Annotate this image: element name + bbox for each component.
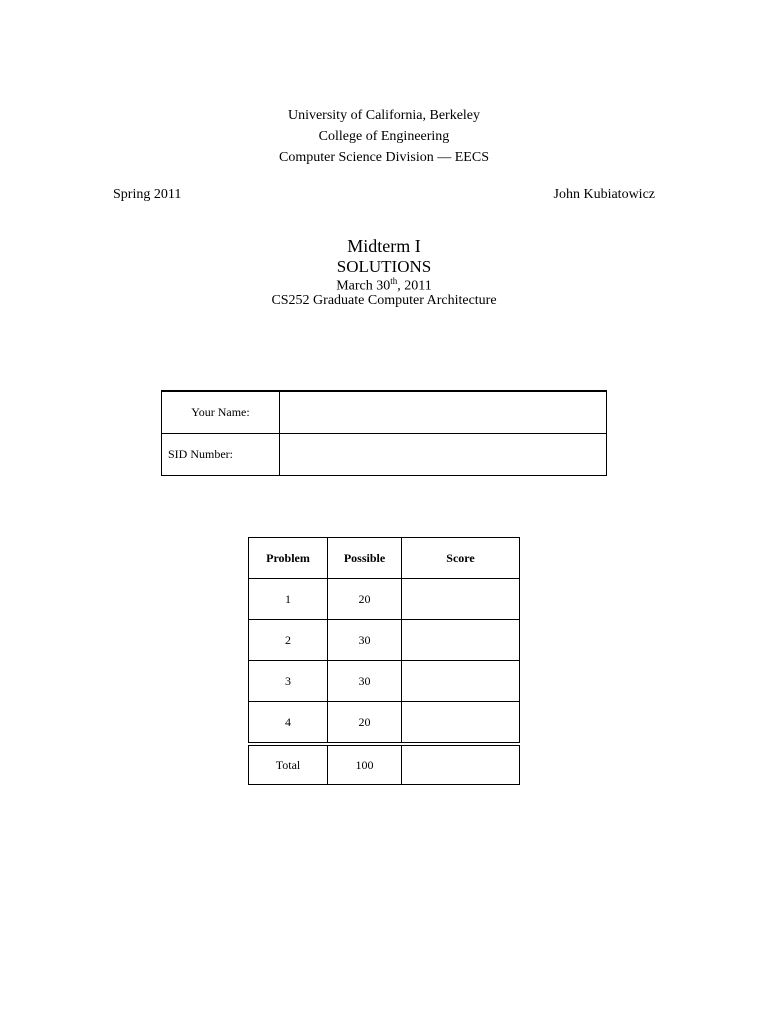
course-title: CS252 Graduate Computer Architecture: [271, 293, 497, 308]
score-table-header: [249, 538, 520, 579]
name-field[interactable]: [280, 391, 607, 434]
university-name: University of California, Berkeley: [287, 108, 481, 123]
exam-title: Midterm I: [347, 236, 421, 256]
sid-field[interactable]: [280, 434, 607, 476]
sid-label: SID Number:: [162, 434, 280, 476]
total-possible: 100: [328, 744, 402, 785]
exam-date-ordinal: th: [390, 276, 398, 286]
table-row: [249, 702, 520, 745]
table-row: [249, 661, 520, 702]
exam-date-day: March 30: [336, 278, 391, 294]
score-cell[interactable]: [402, 661, 520, 702]
header-score: Score: [402, 538, 520, 579]
problem-number: 2: [249, 620, 328, 661]
score-cell[interactable]: [402, 620, 520, 661]
table-row: [249, 579, 520, 620]
instructor-name: John Kubiatowicz: [553, 187, 655, 202]
possible-points: 20: [328, 702, 402, 745]
exam-subtitle: SOLUTIONS: [336, 257, 432, 276]
student-id-table: [161, 390, 607, 476]
exam-date: [0, 276, 768, 295]
division-name: Computer Science Division — EECS: [279, 150, 489, 165]
total-label: Total: [249, 744, 328, 785]
college-name: College of Engineering: [318, 129, 450, 144]
header-possible: Possible: [328, 538, 402, 579]
name-label: Your Name:: [162, 391, 280, 434]
problem-number: 4: [249, 702, 328, 745]
possible-points: 30: [328, 661, 402, 702]
sid-row: [162, 434, 607, 476]
score-cell[interactable]: [402, 702, 520, 745]
term: Spring 2011: [113, 187, 182, 202]
header-problem: Problem: [249, 538, 328, 579]
problem-number: 3: [249, 661, 328, 702]
exam-date-year: , 2011: [397, 278, 432, 294]
total-row: [249, 744, 520, 785]
score-table: [248, 537, 520, 785]
name-row: [162, 391, 607, 434]
possible-points: 20: [328, 579, 402, 620]
table-row: [249, 620, 520, 661]
score-cell[interactable]: [402, 579, 520, 620]
problem-number: 1: [249, 579, 328, 620]
possible-points: 30: [328, 620, 402, 661]
total-score-cell[interactable]: [402, 744, 520, 785]
